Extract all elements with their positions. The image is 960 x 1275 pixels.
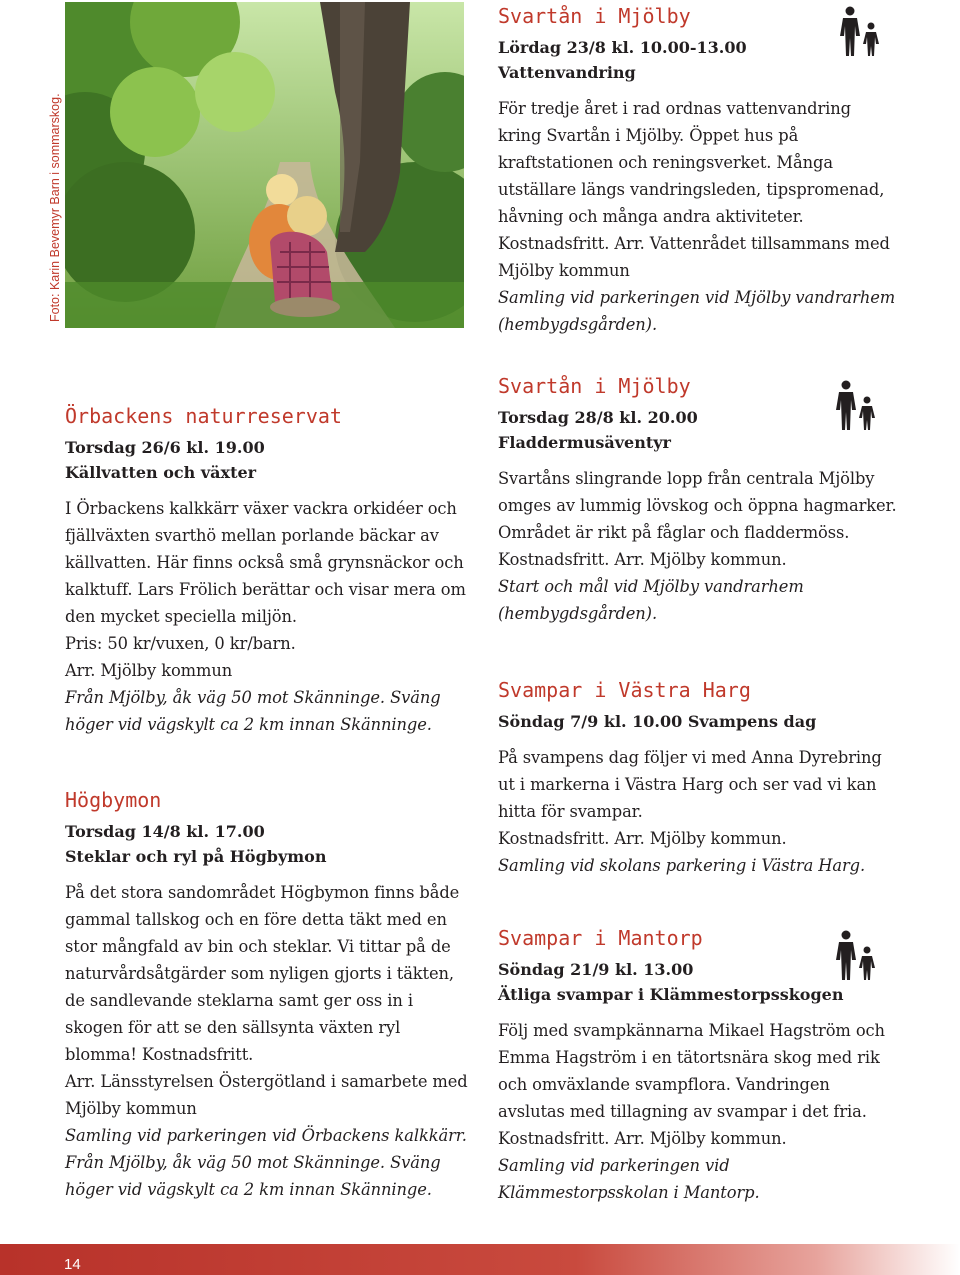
children-in-forest-photo [65, 2, 464, 328]
event-description: I Örbackens kalkkärr växer vackra orkidéer och fjällväxten svarthö mellan porlande bäckar av källvatten. Här finns också små grynsnäckor och kalktuff. Lars Frölich berättar och visar mera om den mycket speciella miljön. [65, 499, 466, 626]
event-orbacken [65, 403, 470, 738]
event-subtitle: Vattenvandring [498, 63, 636, 82]
family-icon [838, 6, 882, 58]
event-organizer: Kostnadsfritt. Arr. Mjölby kommun. [498, 1129, 787, 1148]
event-description: Svartåns slingrande lopp från centrala Mjölby omges av lummig lövskog och öppna hagmarker. Området är rikt på fåglar och fladdermöss. Kostnadsfritt. Arr. Mjölby kommun. [498, 469, 897, 569]
event-organizer: Arr. Länsstyrelsen Östergötland i samarbete med Mjölby kommun [65, 1072, 468, 1118]
event-hogbymon [65, 787, 470, 1203]
event-meeting-point: Samling vid parkeringen vid Mjölby vandrarhem (hembygdsgården). [498, 288, 896, 334]
event-description: Följ med svampkännarna Mikael Hagström och Emma Hagström i en tätortsnära skog med rik och omväxlande svampflora. Vandringen avslutas med tillagning av svampar i det fria. [498, 1021, 885, 1121]
event-title: Svartån i Mjölby [498, 4, 691, 28]
event-subtitle: Källvatten och växter [65, 463, 257, 482]
event-directions: Från Mjölby, åk väg 50 mot Skänninge. Sväng höger vid vägskylt ca 2 km innan Skänninge. [65, 688, 441, 734]
event-description: På det stora sandområdet Högbymon finns både gammal tallskog och en före detta täkt med en stor mångfald av bin och steklar. Vi tittar på de naturvårdsåtgärder som nyligen gjorts i täkten, de sandlevande steklarna samt ger oss in i skogen för att se den sällsynta växten ryl blomma! Kostnadsfritt. [65, 883, 460, 1064]
event-date-time: Torsdag 26/6 kl. 19.00 [65, 438, 265, 457]
footer-bar [0, 1244, 960, 1275]
event-organizer: Arr. Mjölby kommun [65, 661, 233, 680]
event-date-time: Lördag 23/8 kl. 10.00-13.00 [498, 38, 747, 57]
event-description: På svampens dag följer vi med Anna Dyrebring ut i markerna i Västra Harg och ser vad vi kan hitta för svampar. [498, 748, 882, 821]
event-meeting-point: Start och mål vid Mjölby vandrarhem (hembygdsgården). [498, 577, 804, 623]
event-organizer: Kostnadsfritt. Arr. Mjölby kommun. [498, 829, 787, 848]
event-title: Högbymon [65, 788, 162, 812]
event-title: Svartån i Mjölby [498, 374, 691, 398]
family-icon [834, 930, 878, 982]
event-meeting-point: Samling vid parkeringen vid Örbackens kalkkärr. Från Mjölby, åk väg 50 mot Skänninge. Sväng höger vid vägskylt ca 2 km innan Skänninge. [65, 1126, 467, 1199]
event-date-time: Torsdag 28/8 kl. 20.00 [498, 408, 698, 427]
event-price: Pris: 50 kr/vuxen, 0 kr/barn. [65, 634, 296, 653]
event-title: Svampar i Mantorp [498, 926, 703, 950]
page-number: 14 [64, 1256, 81, 1273]
event-date-time: Söndag 21/9 kl. 13.00 [498, 960, 694, 979]
event-description: För tredje året i rad ordnas vattenvandring kring Svartån i Mjölby. Öppet hus på kraftstationen och reningsverket. Många utställare längs vandringsleden, tipspromenad, håvning och många andra aktiviteter. Kostnadsfritt. Arr. Vattenrådet tillsammans med Mjölby kommun [498, 99, 890, 280]
event-subtitle: Steklar och ryl på Högbymon [65, 847, 327, 866]
event-subtitle: Fladdermusäventyr [498, 433, 671, 452]
event-meeting-point: Samling vid parkeringen vid Klämmestorpsskolan i Mantorp. [498, 1156, 760, 1202]
event-subtitle: Ätliga svampar i Klämmestorpsskogen [498, 985, 844, 1004]
event-meeting-point: Samling vid skolans parkering i Västra Harg. [498, 856, 866, 875]
event-harg [498, 677, 898, 879]
event-date-time: Torsdag 14/8 kl. 17.00 [65, 822, 265, 841]
photo-credit: Foto: Karin Bevemyr Barn i sommarskog. [48, 93, 62, 322]
family-icon [834, 380, 878, 432]
event-title: Svampar i Västra Harg [498, 678, 751, 702]
event-title: Örbackens naturreservat [65, 404, 342, 428]
event-date-time: Söndag 7/9 kl. 10.00 Svampens dag [498, 712, 817, 731]
